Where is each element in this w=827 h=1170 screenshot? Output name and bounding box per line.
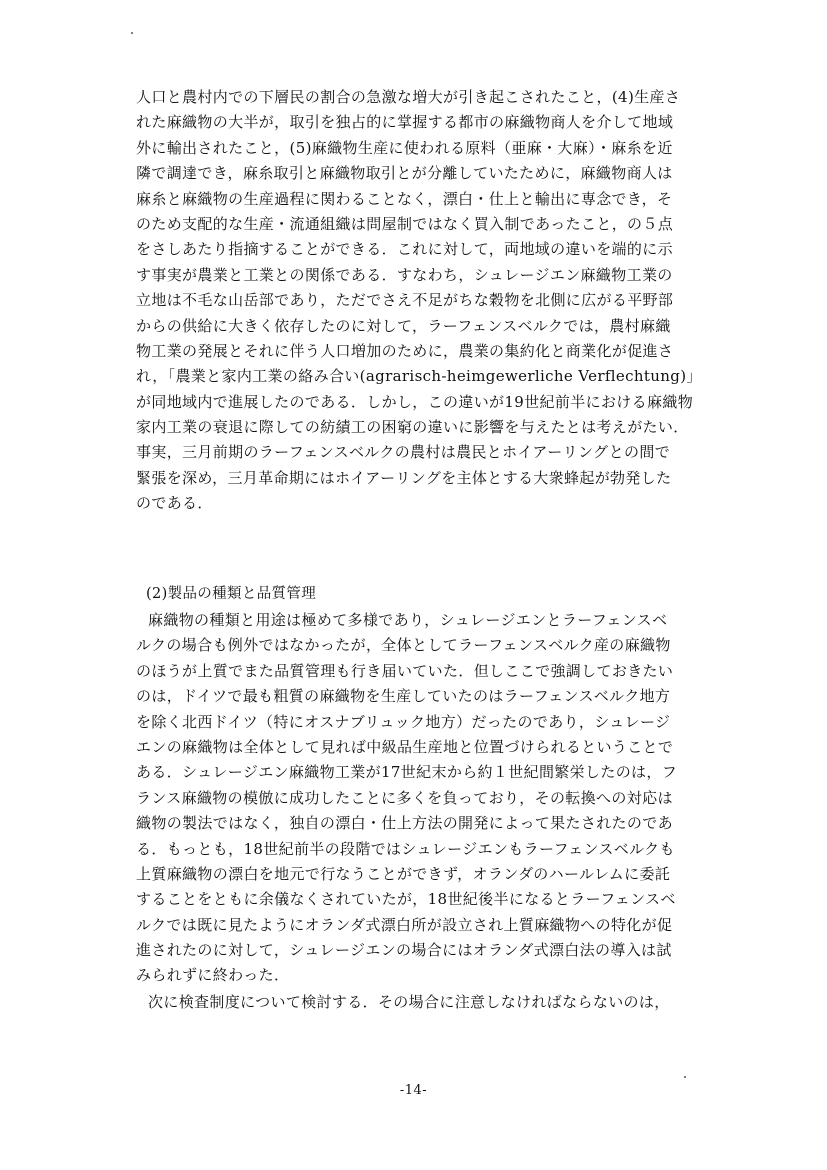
paragraph-1 [136,85,716,517]
section-heading-block [136,582,716,607]
text-line: のため支配的な生産・流通組織は問屋制ではなく買入制であったこと，の５点 [136,214,674,233]
text-line: 織物の製法ではなく，独自の漂白・仕上方法の開発によって果たされたのであ [136,814,673,833]
text-line: 立地は不毛な山岳部であり，ただでさえ不足がちな穀物を北側に広がる平野部 [136,291,674,310]
text-line: れた麻織物の大半が，取引を独占的に掌握する都市の麻織物商人を介して地域 [136,113,674,132]
text-line: 麻織物の種類と用途は極めて多様であり，シュレージエンとラーフェンスベ [148,611,668,629]
text-line: エンの麻織物は全体として見れば中級品生産地と位置づけられるということで [136,737,674,756]
text-line: ルクの場合も例外ではなかったが，全体としてラーフェンスベルク産の麻織物 [136,636,671,655]
scan-speck [684,1076,686,1078]
paragraph-3 [136,990,716,1015]
text-line: る．もっとも，18世紀前半の段階ではシュレージエンもラーフェンスベルクも [136,839,675,858]
text-line: することをともに余儀なくされていたが，18世紀後半になるとラーフェンスベ [136,890,676,909]
text-line: 外に輸出されたこと，(5)麻織物生産に使われる原料（亜麻・大麻）・麻糸を近 [136,138,673,157]
text-line: 隣で調達でき，麻糸取引と麻織物取引とが分離していたために，麻織物商人は [136,164,673,183]
text-line: みられずに終わった． [136,966,290,985]
text-line: 上質麻織物の漂白を地元で行なうことができず，オランダのハールレムに委託 [136,864,671,883]
text-line: のほうが上質でまた品質管理も行き届いていた．但しここで強調しておきたい [136,661,674,680]
text-line: 物工業の発展とそれに伴う人口増加のために，農業の集約化と商業化が促進さ [136,341,674,360]
text-line: ルクでは既に見たようにオランダ式漂白所が設立され上質麻織物への特化が促 [136,915,673,934]
text-line: のである． [136,494,213,513]
text-line: が同地域内で進展したのである．しかし，この違いが19世紀前半における麻織物 [136,392,694,411]
text-line: 家内工業の衰退に際しての紡績工の困窮の違いに影響を与えたとは考えがたい． [136,418,689,437]
text-line: 次に検査制度について検討する．その場合に注意しなければならないのは， [148,993,670,1011]
text-line: からの供給に大きく依存したのに対して，ラーフェンスベルクでは，農村麻織 [136,316,671,335]
text-line: のは，ドイツで最も粗質の麻織物を生産していたのはラーフェンスベルク地方 [136,687,671,706]
text-line: ランス麻織物の模倣に成功したことに多くを負っており，その転換への対応は [136,788,673,807]
text-line: れ，「農業と家内工業の絡み合い(agrarisch-heimgewerliche Verflechtung)」 [136,367,702,386]
text-line: 進されたのに対して，シュレージエンの場合にはオランダ式漂白法の導入は試 [136,941,672,960]
text-line: 人口と農村内での下層民の割合の急激な増大が引き起こされたこと，(4)生産さ [136,88,681,106]
text-line: 事実，三月前期のラーフェンスベルクの農村は農民とホイアーリングとの間で [136,443,671,462]
text-line: 緊張を深め，三月革命期にはホイアーリングを主体とする大衆蜂起が勃発した [136,468,672,487]
text-line: 麻糸と麻織物の生産過程に関わることなく，漂白・仕上と輸出に専念でき，そ [136,189,673,208]
scan-speck [131,32,133,34]
text-line: す事実が農業と工業との関係である．すなわち，シュレージエン麻織物工業の [136,265,673,284]
text-line: をさしあたり指摘することができる．これに対して，両地域の違いを端的に示 [136,240,673,259]
text-line: を除く北西ドイツ（特にオスナブリュック地方）だったのであり，シュレージ [136,712,671,731]
page-number: -14- [399,1083,428,1098]
text-line: ある．シュレージエン麻織物工業が17世紀末から約１世紀間繁栄したのは，フ [136,763,678,782]
paragraph-2 [136,608,716,989]
section-heading: (2)製品の種類と品質管理 [146,586,317,602]
